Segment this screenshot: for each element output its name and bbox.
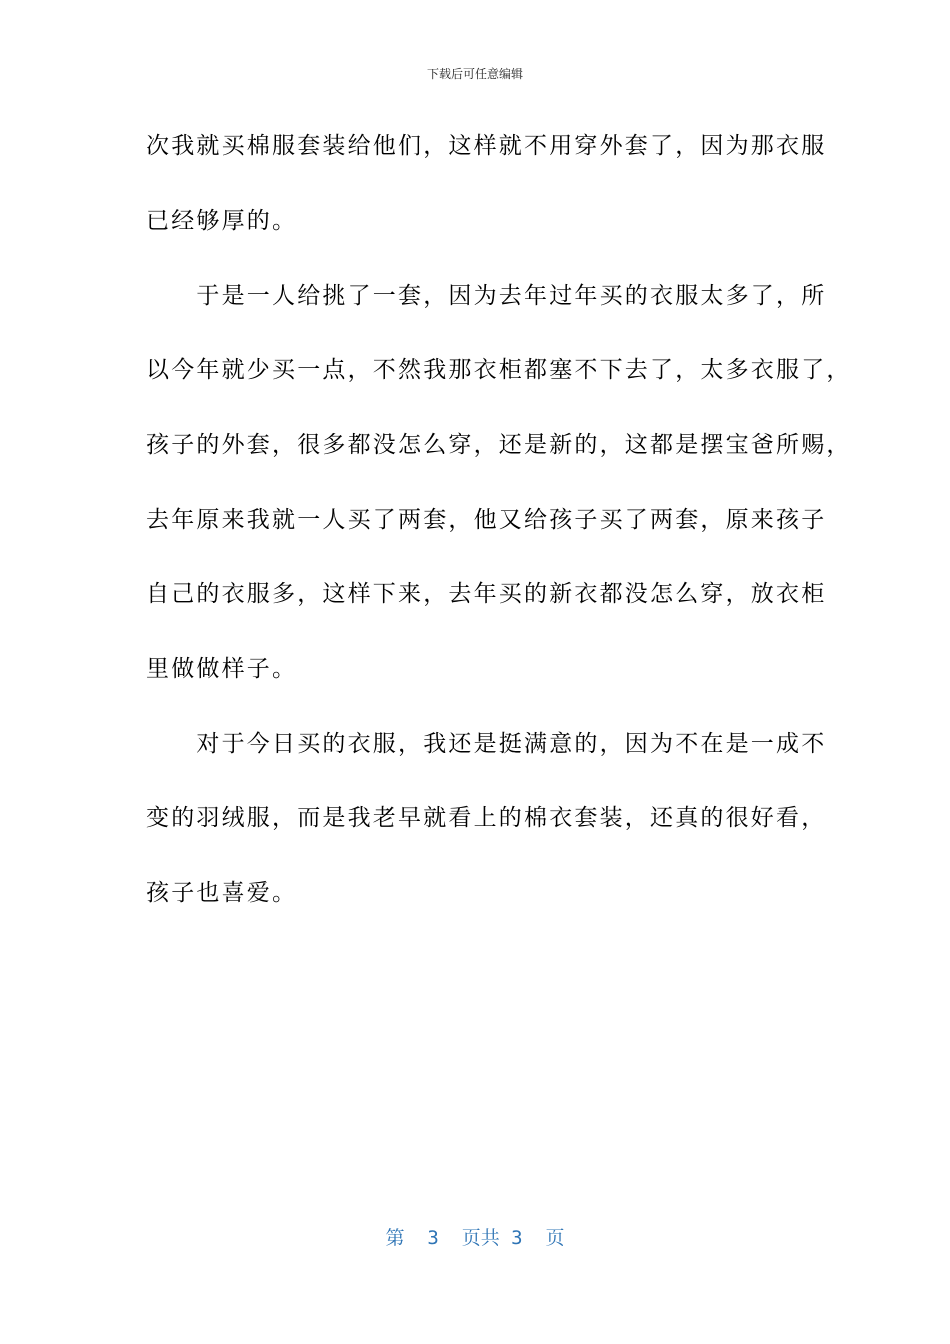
body-line: 变的羽绒服，而是我老早就看上的棉衣套装，还真的很好看， bbox=[146, 805, 827, 831]
body-line: 孩子也喜爱。 bbox=[146, 880, 298, 906]
page-number-footer: 第 3 页共 3 页 bbox=[385, 1227, 565, 1249]
body-line: 次我就买棉服套装给他们，这样就不用穿外套了，因为那衣服 bbox=[146, 133, 827, 159]
body-line: 里做做样子。 bbox=[146, 656, 298, 682]
body-line: 于是一人给挑了一套，因为去年过年买的衣服太多了，所 bbox=[146, 283, 827, 309]
body-line: 孩子的外套，很多都没怎么穿，还是新的，这都是摆宝爸所赐， bbox=[146, 432, 852, 458]
body-line: 对于今日买的衣服，我还是挺满意的，因为不在是一成不 bbox=[146, 731, 827, 757]
body-line: 已经够厚的。 bbox=[146, 208, 298, 234]
body-line: 以今年就少买一点，不然我那衣柜都塞不下去了，太多衣服了， bbox=[146, 357, 852, 383]
body-line: 去年原来我就一人买了两套，他又给孩子买了两套，原来孩子 bbox=[146, 507, 827, 533]
body-line: 自己的衣服多，这样下来，去年买的新衣都没怎么穿，放衣柜 bbox=[146, 581, 827, 607]
page-header: 下载后可任意编辑 bbox=[426, 67, 523, 81]
